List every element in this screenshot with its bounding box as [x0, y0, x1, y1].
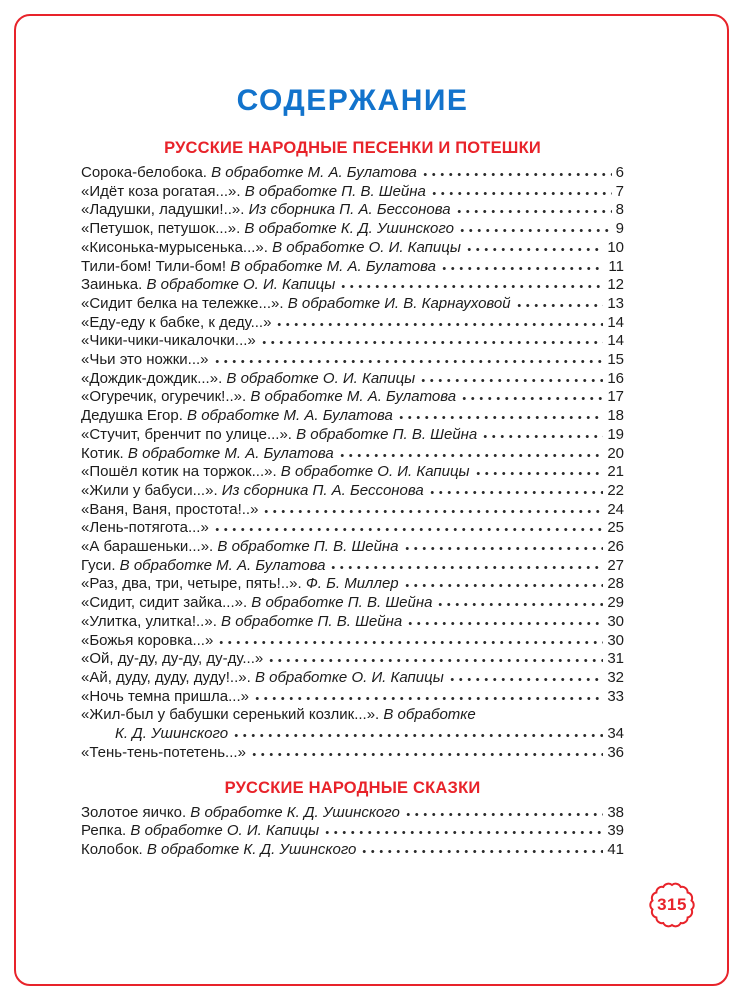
entry-title: Колобок. [81, 840, 147, 858]
toc [81, 138, 624, 860]
entry-attribution: В обработке П. В. Шейна [251, 594, 433, 612]
dot-leader [250, 752, 603, 757]
entry-page-number: 29 [607, 594, 624, 612]
content-column [81, 84, 624, 860]
entry-title: «Улитка, улитка!..». [81, 612, 222, 630]
entry-page-number: 30 [607, 631, 624, 649]
entry-title: «Пошёл котик на торжок...». [81, 463, 281, 481]
dot-leader [474, 471, 604, 476]
dot-leader [515, 303, 604, 308]
entry-attribution: В обработке И. В. Карнауховой [287, 294, 511, 312]
entry-attribution: В обработке М. А. Булатова [250, 388, 457, 406]
entry-title: Сорока-белобока. [81, 164, 212, 181]
dot-leader [428, 490, 604, 495]
dot-leader [253, 696, 603, 701]
entry-title: «Стучит, бренчит по улице...». [81, 425, 297, 443]
dot-leader [430, 191, 612, 196]
entry-page-number: 24 [607, 500, 624, 518]
entry-title: «Сидит белка на тележке...». [81, 294, 288, 312]
entry-title: «Чьи это ножки...» [81, 351, 209, 369]
entry-page-number: 17 [607, 388, 624, 406]
entry-title: «Жил-был у бабушки серенький козлик...». [81, 706, 384, 724]
toc-entry [81, 688, 624, 707]
toc-entry [81, 501, 624, 520]
toc-entry [81, 183, 624, 202]
toc-entry [81, 594, 624, 613]
dot-leader [232, 733, 603, 738]
entry-page-number: 16 [607, 369, 624, 387]
toc-entry [81, 706, 624, 725]
toc-entry [81, 822, 624, 841]
entry-page-number: 12 [607, 276, 624, 294]
dot-leader [436, 602, 603, 607]
entry-title: «Кисонька-мурысенька...». [81, 238, 273, 256]
entry-page-number: 27 [607, 556, 624, 574]
toc-entry [81, 220, 624, 239]
page-number-badge [646, 879, 698, 931]
entry-page-number: 20 [607, 444, 624, 462]
entry-attribution: В обработке П. В. Шейна [244, 182, 426, 200]
entry-page-number: 15 [607, 351, 624, 369]
entry-attribution: В обработке М. А. Булатова [211, 164, 417, 181]
entry-title: Дедушка Егор. [81, 407, 188, 425]
toc-section [81, 778, 624, 860]
entry-title: «Идёт коза рогатая...». [81, 182, 245, 200]
toc-entry [81, 613, 624, 632]
toc-entry [81, 519, 624, 538]
entry-title: «А барашеньки...». [81, 538, 218, 556]
entry-page-number: 11 [608, 257, 624, 275]
entry-attribution: Ф. Б. Миллер [305, 575, 399, 593]
entry-title: «Дождик-дождик...». [81, 369, 227, 387]
entry-title: «Лень-потягота...» [81, 519, 209, 537]
toc-entry [81, 258, 624, 277]
entry-page-number: 26 [607, 538, 624, 556]
entry-page-number: 6 [615, 164, 624, 181]
toc-entry [81, 201, 624, 220]
entry-page-number: 30 [607, 612, 624, 630]
entry-attribution: В обработке М. А. Булатова [187, 407, 393, 425]
dot-leader [323, 830, 603, 835]
entry-attribution: В обработке О. И. Капицы [226, 369, 416, 387]
dot-leader [403, 546, 604, 551]
entry-title: Репка. [81, 822, 131, 840]
entry-attribution: В обработке О. И. Капицы [130, 822, 320, 840]
dot-leader [360, 849, 603, 854]
toc-entry [81, 276, 624, 295]
dot-leader [448, 677, 604, 682]
entry-attribution: В обработке О. И. Капицы [146, 276, 336, 294]
toc-entry [81, 445, 624, 464]
entry-attribution: В обработке М. А. Булатова [230, 257, 436, 275]
entry-title: «Еду-еду к бабке, к деду...» [81, 313, 272, 331]
toc-entry [81, 314, 624, 333]
entry-attribution: В обработке О. И. Капицы [280, 463, 470, 481]
toc-entry [81, 482, 624, 501]
dot-leader [213, 527, 604, 532]
toc-entry [81, 632, 624, 651]
toc-entry [81, 725, 624, 744]
entry-title: Заинька. [81, 276, 147, 294]
entry-page-number: 33 [607, 687, 624, 705]
toc-entry [81, 239, 624, 258]
entry-title: Золотое яичко. [81, 803, 191, 821]
entry-page-number: 22 [607, 481, 624, 499]
toc-entry [81, 388, 624, 407]
dot-leader [267, 658, 603, 663]
entry-page-number: 25 [607, 519, 624, 537]
entry-page-number: 34 [607, 725, 624, 743]
entry-page-number: 9 [615, 220, 624, 238]
entry-page-number: 14 [607, 313, 624, 331]
entry-page-number: 13 [607, 294, 624, 312]
dot-leader [262, 509, 603, 514]
toc-entry [81, 164, 624, 183]
entry-page-number: 19 [607, 425, 624, 443]
entry-attribution: В обработке М. А. Булатова [127, 444, 334, 462]
toc-entry [81, 295, 624, 314]
entry-title: «Ночь темна пришла...» [81, 687, 249, 705]
dot-leader [455, 209, 612, 214]
entry-attribution: Из сборника П. А. Бессонова [248, 201, 451, 219]
entry-title: «Сидит, сидит зайка...». [81, 594, 252, 612]
section-heading: РУССКИЕ НАРОДНЫЕ СКАЗКИ [224, 778, 481, 797]
toc-entry [81, 351, 624, 370]
toc-entry [81, 407, 624, 426]
entry-attribution: В обработке К. Д. Ушинского [190, 803, 400, 821]
dot-leader [213, 359, 604, 364]
entry-page-number: 36 [607, 743, 624, 761]
toc-entry [81, 575, 624, 594]
entry-title: «Ай, дуду, дуду, дуду!..». [81, 668, 255, 686]
entry-title: «Огуречик, огуречик!..». [81, 388, 251, 406]
entry-page-number: 28 [607, 575, 624, 593]
dot-leader [458, 228, 612, 233]
entry-attribution: К. Д. Ушинского [115, 725, 229, 743]
entry-attribution: В обработке П. В. Шейна [221, 612, 403, 630]
toc-section [81, 138, 624, 763]
entry-page-number: 14 [607, 332, 624, 350]
entry-title: Котик. [81, 444, 128, 462]
toc-entry [81, 426, 624, 445]
toc-entry [81, 669, 624, 688]
dot-leader [481, 434, 603, 439]
section-heading: РУССКИЕ НАРОДНЫЕ ПЕСЕНКИ И ПОТЕШКИ [164, 139, 541, 157]
entry-title: «Раз, два, три, четыре, пять!..». [81, 575, 306, 593]
badge-page-number: 315 [657, 895, 687, 914]
dot-leader [465, 247, 603, 252]
toc-entry [81, 370, 624, 389]
dot-leader [440, 266, 604, 271]
dot-leader [217, 640, 603, 645]
dot-leader [419, 378, 603, 383]
entry-title: «Ладушки, ладушки!..». [81, 201, 249, 219]
entry-title: Тили-бом! Тили-бом! [81, 257, 231, 275]
toc-entry [81, 804, 624, 823]
entry-page-number: 38 [607, 803, 624, 821]
dot-leader [404, 812, 603, 817]
entry-attribution: В обработке О. И. Капицы [254, 668, 444, 686]
entry-page-number: 39 [607, 822, 624, 840]
entry-title: Гуси. [81, 556, 120, 574]
entry-page-number: 31 [607, 650, 624, 668]
entry-title: «Божья коровка...» [81, 631, 214, 649]
entry-page-number: 10 [607, 238, 624, 256]
toc-entry [81, 332, 624, 351]
entry-attribution: В обработке П. В. Шейна [217, 538, 399, 556]
entry-attribution: В обработке К. Д. Ушинского [146, 840, 357, 858]
entry-page-number: 7 [615, 182, 624, 200]
dot-leader [260, 340, 604, 345]
toc-entry [81, 463, 624, 482]
entry-attribution: Из сборника П. А. Бессонова [221, 481, 424, 499]
entry-attribution: В обработке О. И. Капицы [272, 238, 461, 256]
entry-title: «Ой, ду-ду, ду-ду, ду-ду...» [81, 650, 264, 668]
dot-leader [406, 621, 603, 626]
dot-leader [329, 565, 603, 570]
page-title: СОДЕРЖАНИЕ [236, 84, 469, 117]
entry-page-number: 8 [615, 201, 624, 219]
toc-entry [81, 841, 624, 860]
toc-entry [81, 650, 624, 669]
dot-leader [339, 284, 603, 289]
entry-title: «Жили у бабуси...». [81, 481, 222, 499]
dot-leader [397, 415, 604, 420]
entry-page-number: 41 [607, 840, 624, 858]
dot-leader [275, 322, 603, 327]
entry-title: «Тень-тень-потетень...» [81, 743, 246, 761]
entry-page-number: 32 [607, 668, 624, 686]
entry-attribution: В обработке П. В. Шейна [296, 425, 478, 443]
dot-leader [403, 583, 604, 588]
dot-leader [338, 453, 604, 458]
toc-entry [81, 538, 624, 557]
entry-attribution: В обработке К. Д. Ушинского [244, 220, 454, 238]
toc-entry [81, 744, 624, 763]
entry-title: «Ваня, Ваня, простота!..» [81, 500, 259, 518]
toc-entry [81, 557, 624, 576]
entry-page-number: 21 [607, 463, 624, 481]
entry-page-number: 18 [607, 407, 624, 425]
entry-attribution: В обработке М. А. Булатова [119, 556, 326, 574]
dot-leader [460, 396, 603, 401]
entry-attribution: В обработке [383, 706, 476, 724]
entry-title: «Петушок, петушок...». [81, 220, 245, 238]
entry-title: «Чики-чики-чикалочки...» [81, 332, 256, 350]
dot-leader [421, 172, 612, 177]
